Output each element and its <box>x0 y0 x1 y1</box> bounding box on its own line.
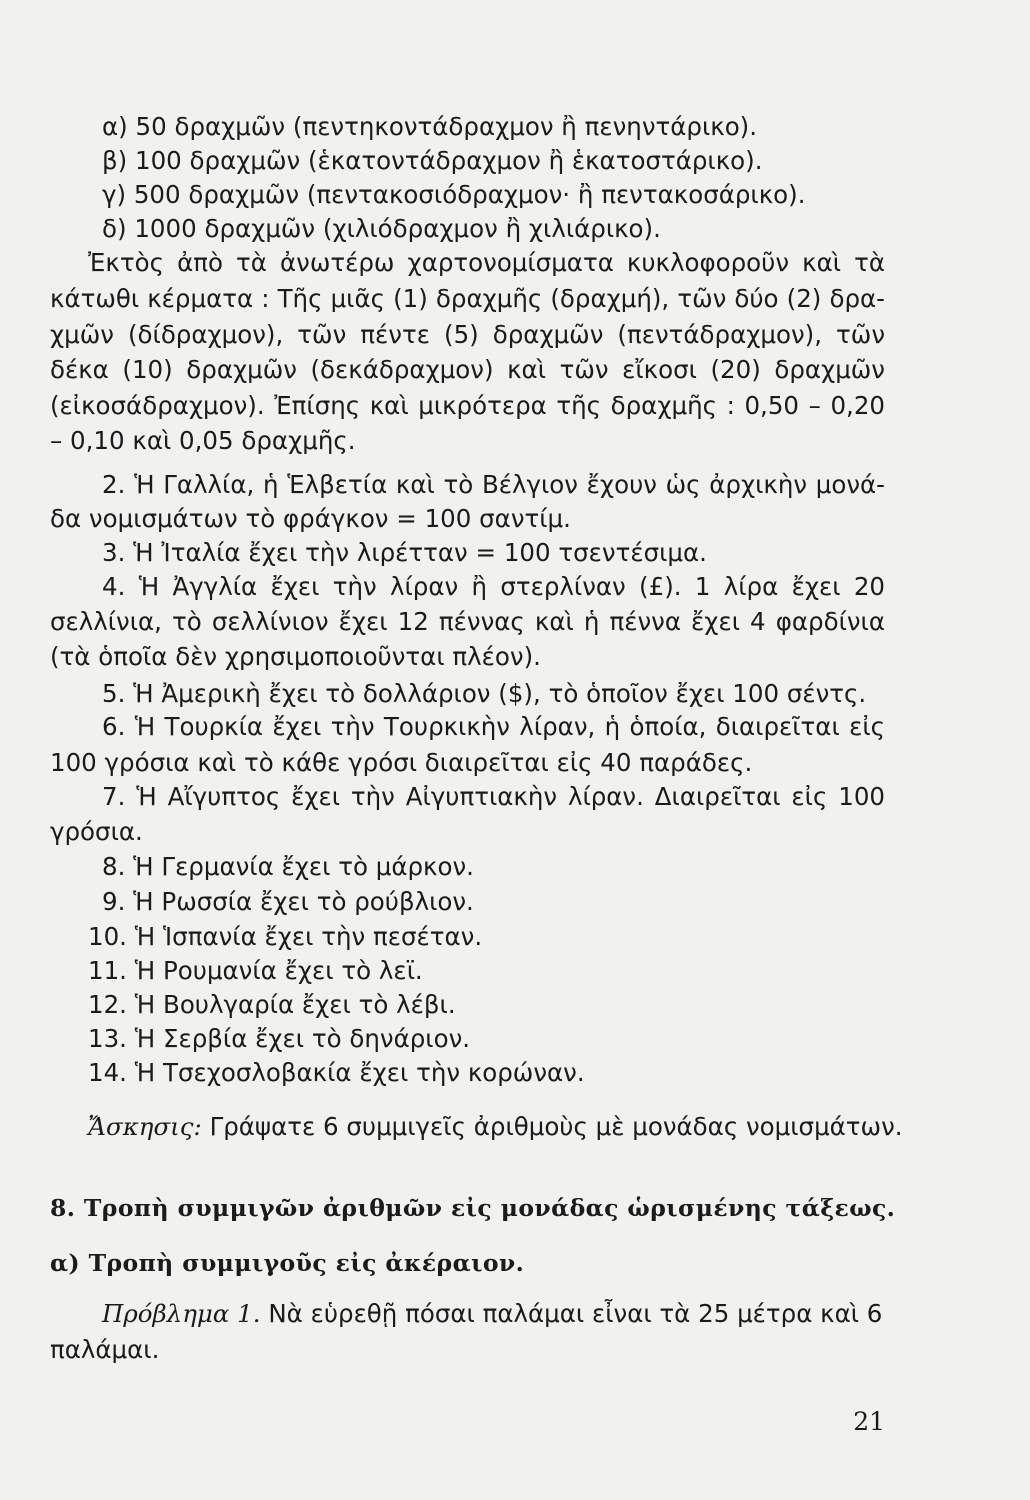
problem-text: Νὰ εὑρεθῇ πόσαι παλάμαι εἶναι τὰ 25 μέτρα καὶ 6 <box>268 1299 883 1328</box>
list-item-c: γ) 500 δραχμῶν (πεντακοσιόδραχμον· ἢ πεντακοσάρικο). <box>102 180 806 209</box>
list-item-12: 12. Ἡ Βουλγαρία ἔχει τὸ λέβι. <box>88 990 456 1019</box>
list-item-13: 13. Ἡ Σερβία ἔχει τὸ δηνάριον. <box>88 1024 471 1053</box>
exercise-text: Γράψατε 6 συμμιγεῖς ἀριθμοὺς μὲ μονάδας νομισμάτων. <box>209 1112 903 1141</box>
list-item-14: 14. Ἡ Τσεχοσλοβακία ἔχει τὴν κορώναν. <box>88 1058 585 1087</box>
list-item-10: 10. Ἡ Ἱσπανία ἔχει τὴν πεσέταν. <box>88 922 483 951</box>
list-item-b: β) 100 δραχμῶν (ἑκατοντάδραχμον ἢ ἑκατοστάρικο). <box>102 146 763 175</box>
problem-cont: παλάμαι. <box>50 1335 160 1364</box>
list-item-d: δ) 1000 δραχμῶν (χιλιόδραχμον ἢ χιλιάρικο). <box>102 214 661 243</box>
coins-paragraph-line: (εἰκοσάδραχμον). Ἐπίσης καὶ μικρότερα τῆς δραχμῆς : 0,50 – 0,20 <box>50 391 885 420</box>
exercise-label: Ἄσκησις: <box>88 1112 202 1141</box>
list-item-7-cont: γρόσια. <box>50 817 143 846</box>
list-item-4-cont: σελλίνια, τὸ σελλίνιον ἔχει 12 πέννας καὶ ἡ πέννα ἔχει 4 φαρδίνια <box>50 607 885 636</box>
coins-paragraph-line: κάτωθι κέρματα : Τῆς μιᾶς (1) δραχμῆς (δραχμή), τῶν δύο (2) δρα- <box>50 284 885 313</box>
list-item-3: 3. Ἡ Ἰταλία ἔχει τὴν λιρέτταν = 100 τσεντέσιμα. <box>102 538 707 567</box>
problem-label: Πρόβλημα 1. <box>102 1299 261 1328</box>
list-item-2-cont: δα νομισμάτων τὸ φράγκον = 100 σαντίμ. <box>50 504 571 533</box>
coins-paragraph-line: δέκα (10) δραχμῶν (δεκάδραχμον) καὶ τῶν εἴκοσι (20) δραχμῶν <box>50 355 885 384</box>
list-item-6-cont: 100 γρόσια καὶ τὸ κάθε γρόσι διαιρεῖται εἰς 40 παράδες. <box>50 748 753 777</box>
problem <box>102 1297 885 1331</box>
list-item-2: 2. Ἡ Γαλλία, ἡ Ἑλβετία καὶ τὸ Βέλγιον ἔχουν ὡς ἀρχικὴν μονά- <box>102 470 885 499</box>
coins-paragraph-line: Ἐκτὸς ἀπὸ τὰ ἀνωτέρω χαρτονομίσματα κυκλοφοροῦν καὶ τὰ <box>88 248 885 277</box>
coins-paragraph-line: χμῶν (δίδραχμον), τῶν πέντε (5) δραχμῶν (πεντάδραχμον), τῶν <box>50 320 885 349</box>
list-item-4: 4. Ἡ Ἀγγλία ἔχει τὴν λίραν ἢ στερλίναν (£). 1 λίρα ἔχει 20 <box>102 572 885 601</box>
list-item-7: 7. Ἡ Αἴγυπτος ἔχει τὴν Αἰγυπτιακὴν λίραν. Διαιρεῖται εἰς 100 <box>102 782 885 811</box>
section-heading: 8. Τροπὴ συμμιγῶν ἀριθμῶν εἰς μονάδας ὡρισμένης τάξεως. <box>50 1194 896 1222</box>
list-item-a: α) 50 δραχμῶν (πεντηκοντάδραχμον ἢ πενηντάρικο). <box>102 112 758 141</box>
list-item-4-cont: (τὰ ὁποῖα δὲν χρησιμοποιοῦνται πλέον). <box>50 642 541 671</box>
list-item-8: 8. Ἡ Γερμανία ἔχει τὸ μάρκον. <box>102 852 474 881</box>
list-item-9: 9. Ἡ Ρωσσία ἔχει τὸ ρούβλιον. <box>102 887 474 916</box>
page-number: 21 <box>853 1407 885 1436</box>
exercise <box>88 1110 903 1144</box>
list-item-5: 5. Ἡ Ἀμερικὴ ἔχει τὸ δολλάριον ($), τὸ ὁποῖον ἔχει 100 σέντς. <box>102 679 867 708</box>
subsection-heading: α) Τροπὴ συμμιγοῦς εἰς ἀκέραιον. <box>50 1249 525 1277</box>
coins-paragraph-line: – 0,10 καὶ 0,05 δραχμῆς. <box>50 426 356 455</box>
list-item-6: 6. Ἡ Τουρκία ἔχει τὴν Τουρκικὴν λίραν, ἡ ὁποία, διαιρεῖται εἰς <box>102 712 885 741</box>
list-item-11: 11. Ἡ Ρουμανία ἔχει τὸ λεϊ. <box>88 956 423 985</box>
